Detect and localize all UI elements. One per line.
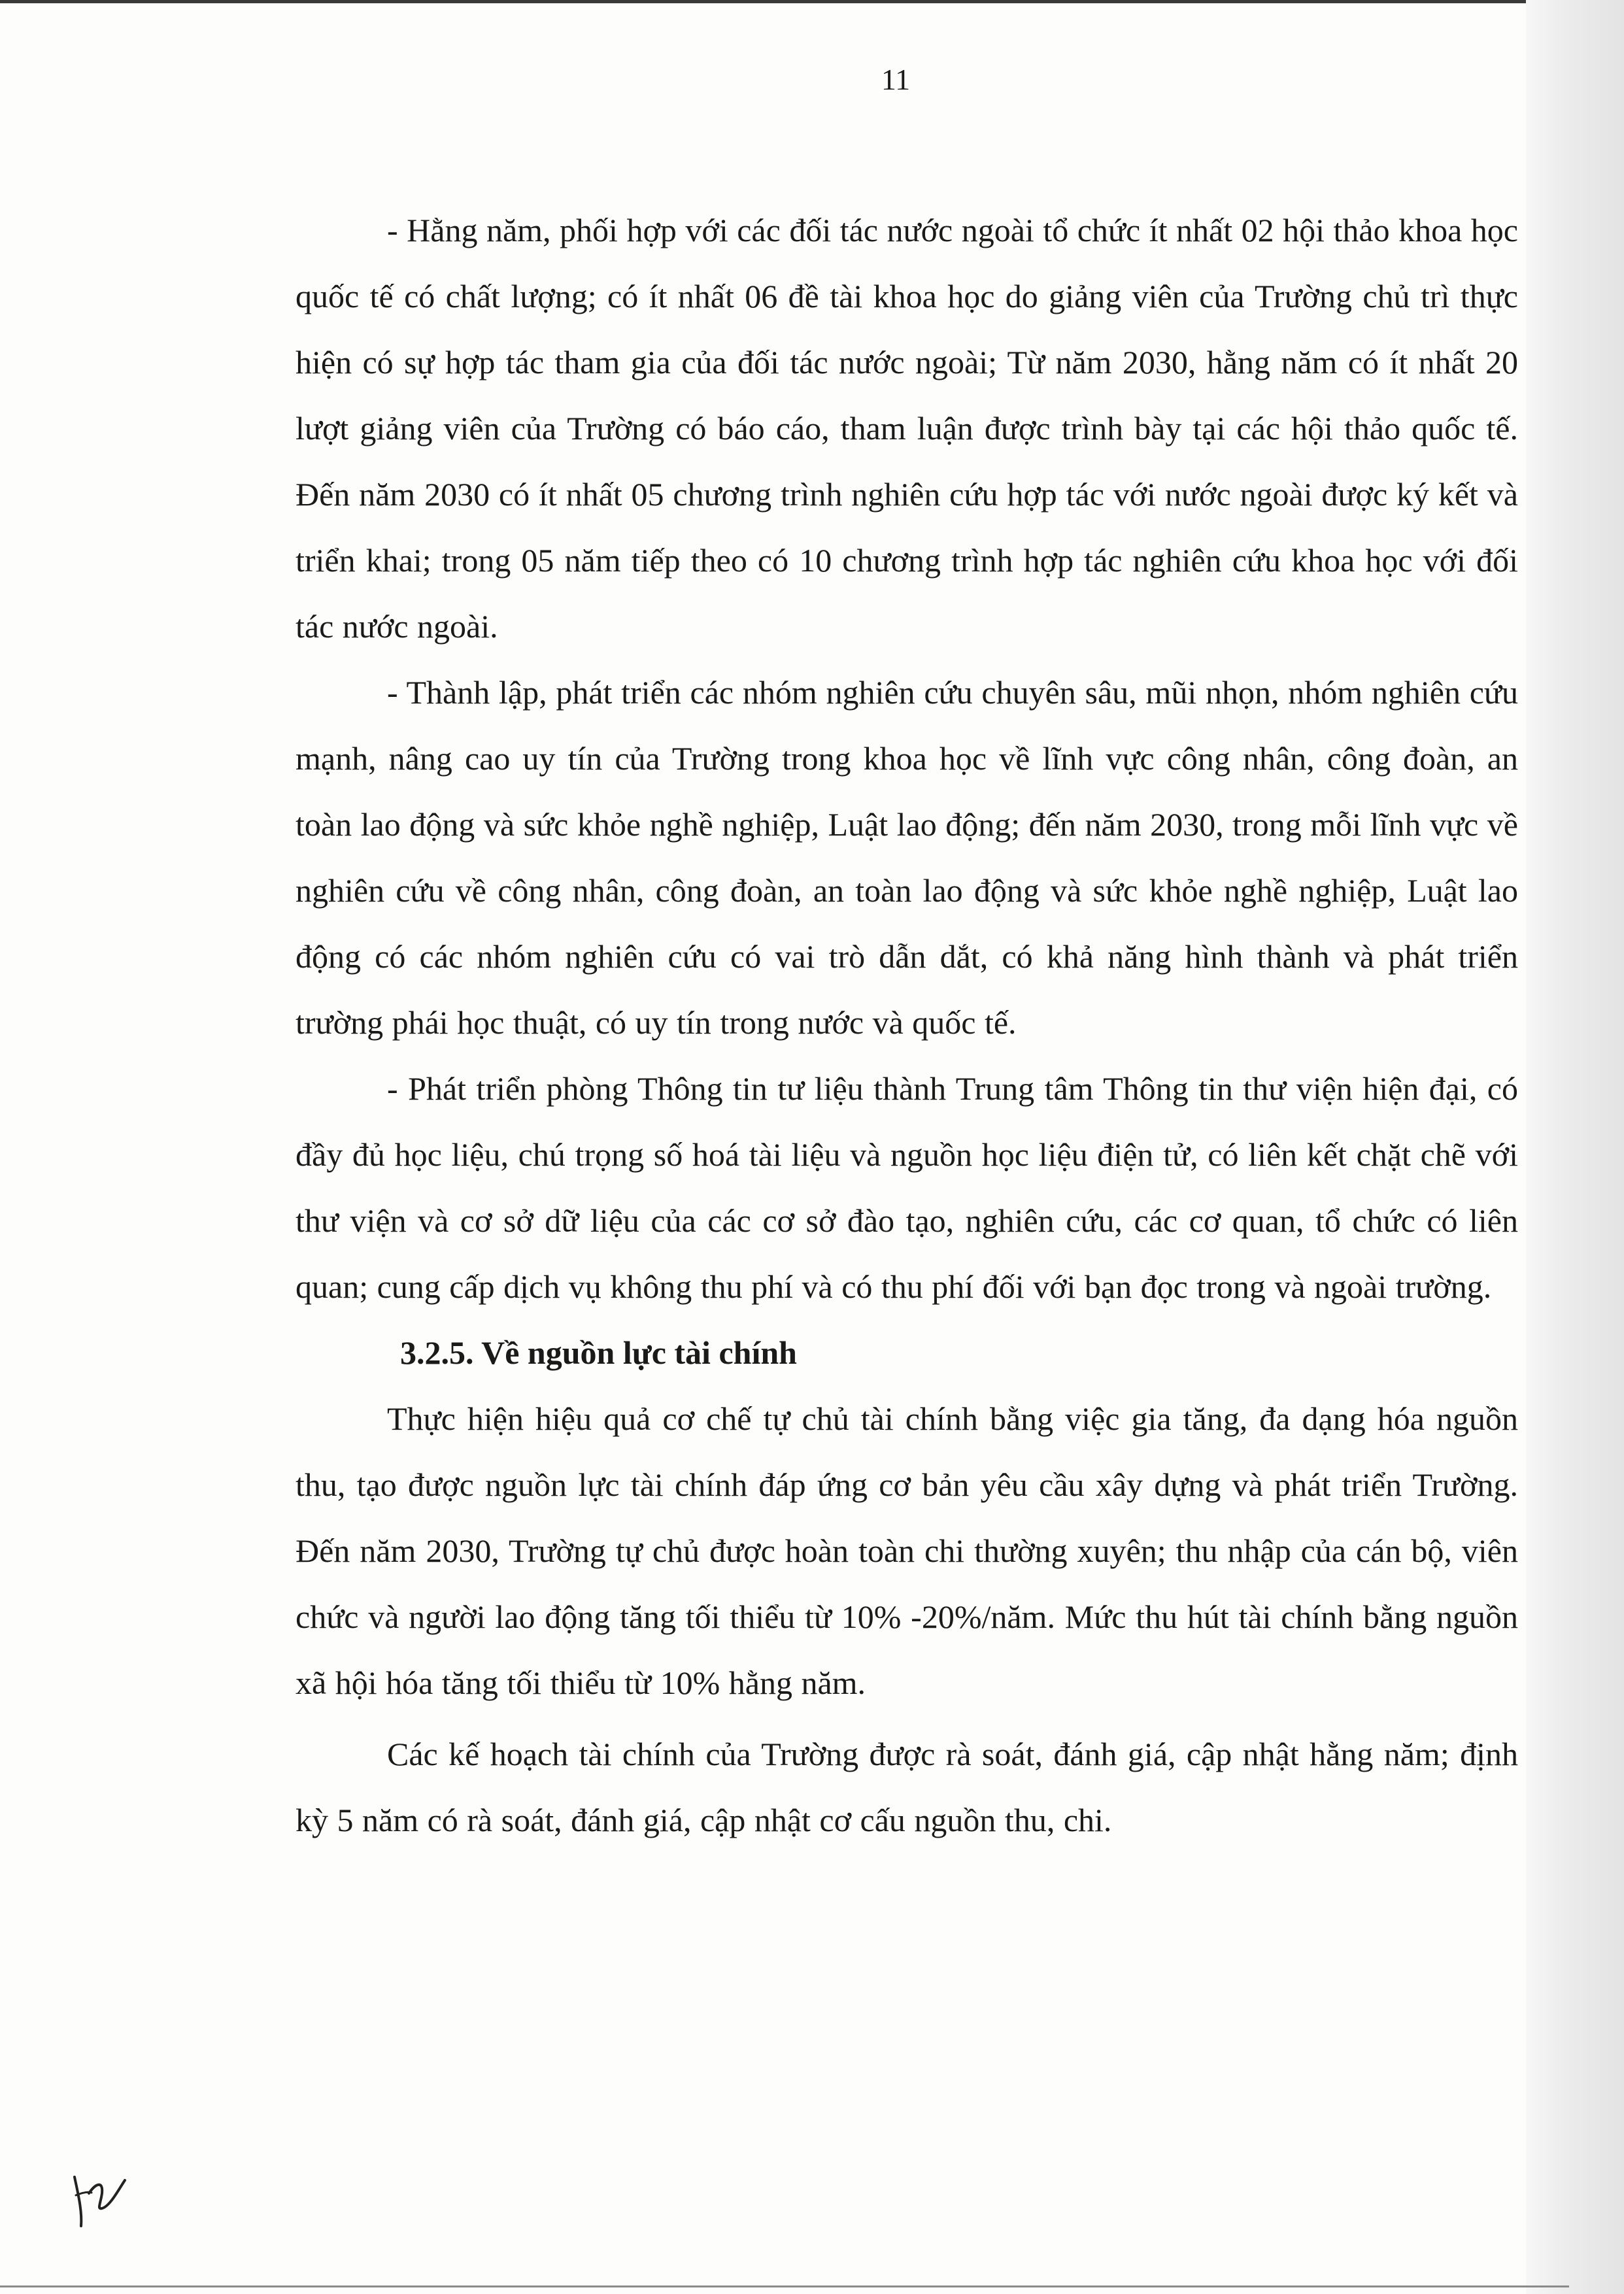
scan-right-shadow [1526, 0, 1624, 2294]
paragraph-financial-plans: Các kế hoạch tài chính của Trường được rà soát, đánh giá, cập nhật hằng năm; định kỳ 5 năm có rà soát, đánh giá, cập nhật cơ cấu nguồn thu, chi. [296, 1736, 1518, 1838]
document-body [296, 197, 1518, 1853]
paragraph-library-center: - Phát triển phòng Thông tin tư liệu thành Trung tâm Thông tin thư viện hiện đại, có đầy đủ học liệu, chú trọng số hoá tài liệu và nguồn học liệu điện tử, có liên kết chặt chẽ với thư viện và cơ sở dữ liệu của các cơ sở đào tạo, nghiên cứu, các cơ quan, tổ chức có liên quan; cung cấp dịch vụ không thu phí và có thu phí đối với bạn đọc trong và ngoài trường. [296, 1070, 1518, 1305]
section-heading: 3.2.5. Về nguồn lực tài chính [400, 1334, 797, 1371]
initial-signature-mark [63, 2157, 154, 2236]
page-number: 11 [881, 63, 911, 96]
paragraph-financial-autonomy: Thực hiện hiệu quả cơ chế tự chủ tài chính bằng việc gia tăng, đa dạng hóa nguồn thu, tạo được nguồn lực tài chính đáp ứng cơ bản yêu cầu xây dựng và phát triển Trường. Đến năm 2030, Trường tự chủ được hoàn toàn chi thường xuyên; thu nhập của cán bộ, viên chức và người lao động tăng tối thiểu từ 10% -20%/năm. Mức thu hút tài chính bằng nguồn xã hội hóa tăng tối thiểu từ 10% hằng năm. [296, 1400, 1518, 1701]
scan-bottom-border [0, 2286, 1569, 2287]
paragraph-international-cooperation: - Hằng năm, phối hợp với các đối tác nước ngoài tổ chức ít nhất 02 hội thảo khoa học quốc tế có chất lượng; có ít nhất 06 đề tài khoa học do giảng viên của Trường chủ trì thực hiện có sự hợp tác tham gia của đối tác nước ngoài; Từ năm 2030, hằng năm có ít nhất 20 lượt giảng viên của Trường có báo cáo, tham luận được trình bày tại các hội thảo quốc tế. Đến năm 2030 có ít nhất 05 chương trình nghiên cứu hợp tác với nước ngoài được ký kết và triển khai; trong 05 năm tiếp theo có 10 chương trình hợp tác nghiên cứu khoa học với đối tác nước ngoài. [296, 212, 1518, 645]
scan-top-border [0, 0, 1624, 3]
paragraph-research-groups: - Thành lập, phát triển các nhóm nghiên cứu chuyên sâu, mũi nhọn, nhóm nghiên cứu mạnh, nâng cao uy tín của Trường trong khoa học về lĩnh vực công nhân, công đoàn, an toàn lao động và sức khỏe nghề nghiệp, Luật lao động; đến năm 2030, trong mỗi lĩnh vực về nghiên cứu về công nhân, công đoàn, an toàn lao động và sức khỏe nghề nghiệp, Luật lao động có các nhóm nghiên cứu có vai trò dẫn dắt, có khả năng hình thành và phát triển trường phái học thuật, có uy tín trong nước và quốc tế. [296, 674, 1518, 1041]
